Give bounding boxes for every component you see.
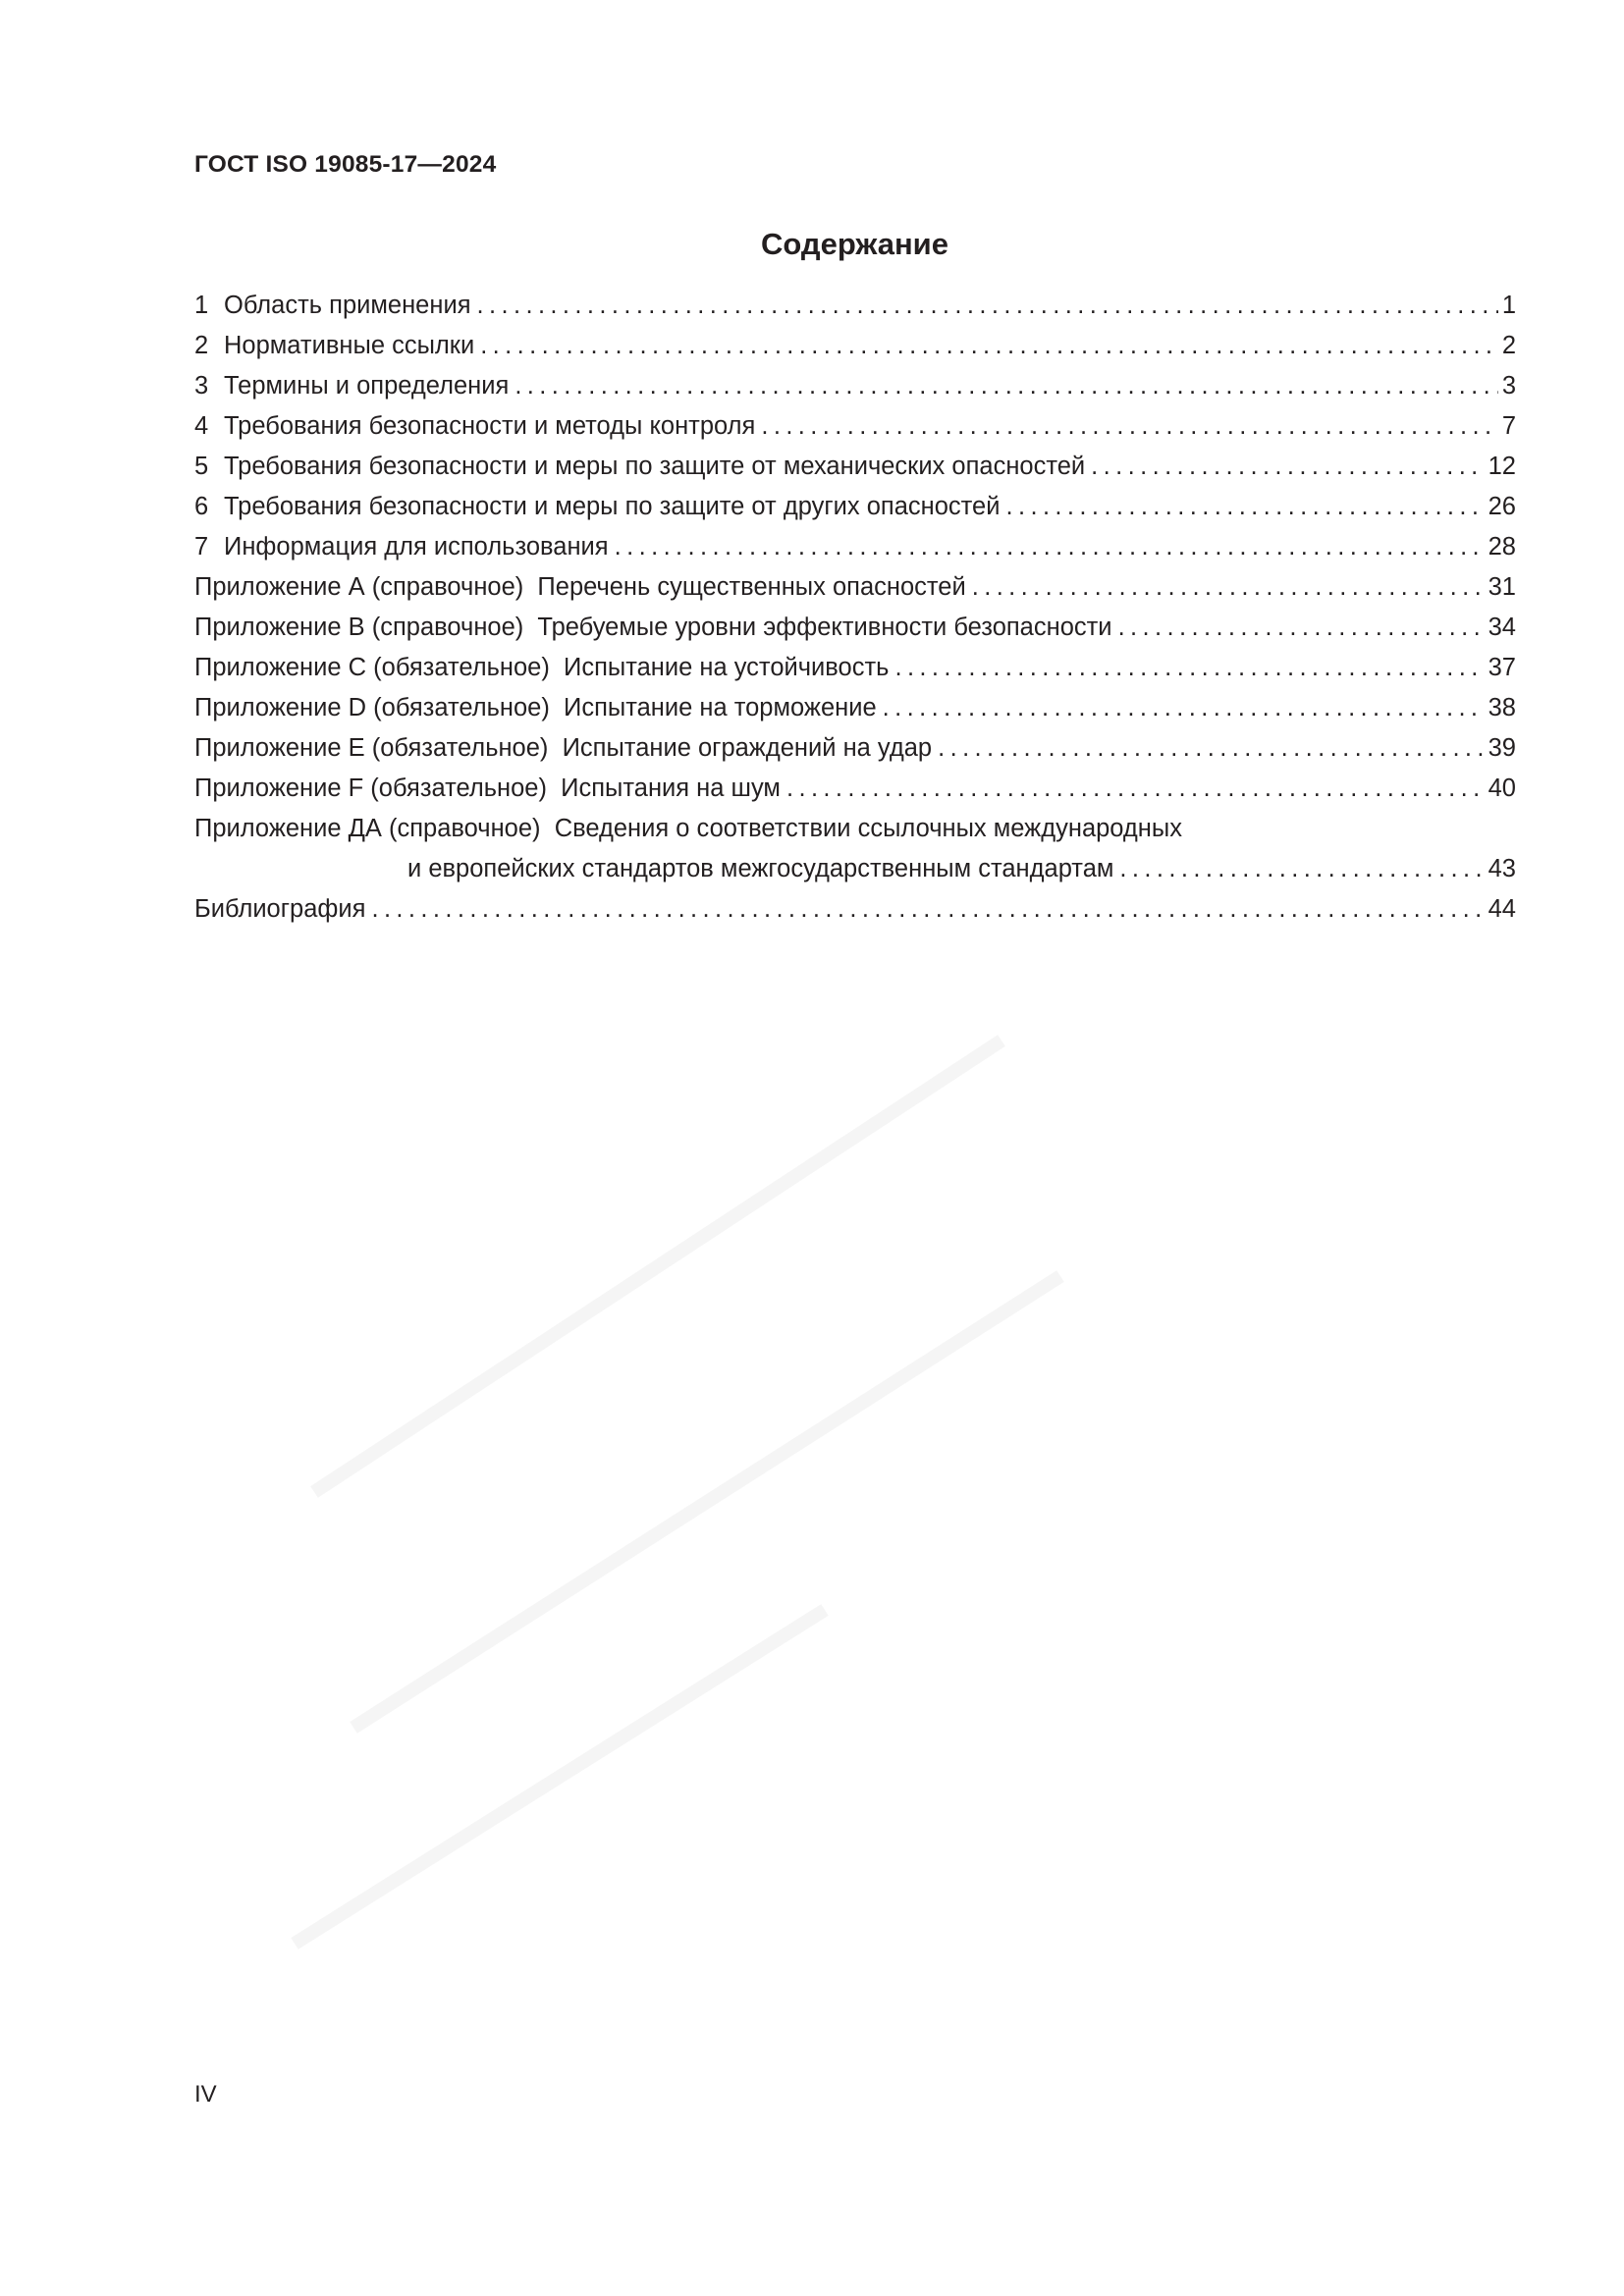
toc-item-text: Термины и определения xyxy=(224,372,510,400)
toc-item-text: Приложение С (обязательное) Испытание на устойчивость xyxy=(194,654,890,681)
toc-item-text: Приложение Е (обязательное) Испытание ограждений на удар xyxy=(194,734,933,762)
toc-item-3[interactable] xyxy=(194,366,1516,406)
toc-leader-dots xyxy=(480,326,1498,366)
page-number: IV xyxy=(194,2081,217,2108)
toc-item-7[interactable] xyxy=(194,527,1516,567)
toc-item-number: 2 xyxy=(194,332,209,359)
toc-leader-dots xyxy=(883,688,1485,728)
toc-item-number: 7 xyxy=(194,533,209,561)
toc-leader-dots xyxy=(894,648,1484,688)
toc-item-text: Приложение А (справочное) Перечень существенных опасностей xyxy=(194,573,966,601)
faint-watermark xyxy=(236,982,1119,1963)
toc-leader-dots xyxy=(1119,849,1484,889)
toc-item-text: Приложение ДА (справочное) Сведения о соответствии ссылочных международных xyxy=(194,815,1182,842)
toc-page-number: 34 xyxy=(1488,614,1516,641)
toc-page-number: 44 xyxy=(1488,895,1516,923)
toc-leader-dots xyxy=(514,366,1498,406)
toc-leader-dots xyxy=(761,406,1497,447)
toc-leader-dots xyxy=(972,567,1485,608)
toc-item-text: Требования безопасности и методы контроля xyxy=(224,412,756,440)
toc-page-number: 39 xyxy=(1488,734,1516,762)
toc-page-number: 12 xyxy=(1488,453,1516,480)
toc-item-annex-c[interactable] xyxy=(194,648,1516,688)
toc-page-number: 40 xyxy=(1488,774,1516,802)
toc-item-text: Приложение F (обязательное) Испытания на шум xyxy=(194,774,781,802)
toc-page-number: 37 xyxy=(1488,654,1516,681)
toc-item-text: Требования безопасности и меры по защите от других опасностей xyxy=(224,493,1001,520)
toc-item-number: 1 xyxy=(194,292,209,319)
toc-leader-dots xyxy=(477,286,1498,326)
toc-item-number: 5 xyxy=(194,453,209,480)
toc-item-bibliography[interactable] xyxy=(194,889,1516,930)
toc-item-annex-d[interactable] xyxy=(194,688,1516,728)
toc-page-number: 3 xyxy=(1501,372,1516,400)
toc-page-number: 2 xyxy=(1501,332,1516,359)
toc-item-text: Требования безопасности и меры по защите от механических опасностей xyxy=(224,453,1086,480)
toc-page-number: 28 xyxy=(1488,533,1516,561)
toc-item-text-continued: и европейских стандартов межгосударственным стандартам xyxy=(407,855,1114,882)
toc-leader-dots xyxy=(371,889,1484,930)
toc-item-number: 3 xyxy=(194,372,209,400)
toc-page-number: 38 xyxy=(1488,694,1516,721)
toc-item-text: Приложение В (справочное) Требуемые уровни эффективности безопасности xyxy=(194,614,1112,641)
toc-item-text: Библиография xyxy=(194,895,366,923)
toc-item-text: Информация для использования xyxy=(224,533,609,561)
toc-leader-dots xyxy=(1091,447,1484,487)
toc-item-1[interactable] xyxy=(194,286,1516,326)
toc-item-annex-e[interactable] xyxy=(194,728,1516,769)
toc-item-5[interactable] xyxy=(194,447,1516,487)
toc-page-number: 1 xyxy=(1501,292,1516,319)
toc-leader-dots xyxy=(615,527,1485,567)
toc-page-number: 31 xyxy=(1488,573,1516,601)
toc-leader-dots xyxy=(938,728,1485,769)
toc-item-number: 4 xyxy=(194,412,209,440)
toc-item-number: 6 xyxy=(194,493,209,520)
toc-leader-dots xyxy=(1118,608,1485,648)
toc-item-annex-da[interactable] xyxy=(194,809,1516,889)
toc-item-annex-a[interactable] xyxy=(194,567,1516,608)
toc-item-text: Область применения xyxy=(224,292,471,319)
toc-item-annex-b[interactable] xyxy=(194,608,1516,648)
toc-item-4[interactable] xyxy=(194,406,1516,447)
toc-leader-dots xyxy=(786,769,1485,809)
toc-page-number: 7 xyxy=(1501,412,1516,440)
table-of-contents xyxy=(194,286,1516,930)
toc-item-text: Нормативные ссылки xyxy=(224,332,475,359)
toc-page-number: 43 xyxy=(1488,855,1516,882)
toc-leader-dots xyxy=(1005,487,1484,527)
toc-item-6[interactable] xyxy=(194,487,1516,527)
toc-item-annex-f[interactable] xyxy=(194,769,1516,809)
toc-item-text: Приложение D (обязательное) Испытание на торможение xyxy=(194,694,877,721)
toc-title: Содержание xyxy=(761,227,948,261)
document-code: ГОСТ ISO 19085-17—2024 xyxy=(194,151,497,178)
toc-page-number: 26 xyxy=(1488,493,1516,520)
toc-item-2[interactable] xyxy=(194,326,1516,366)
